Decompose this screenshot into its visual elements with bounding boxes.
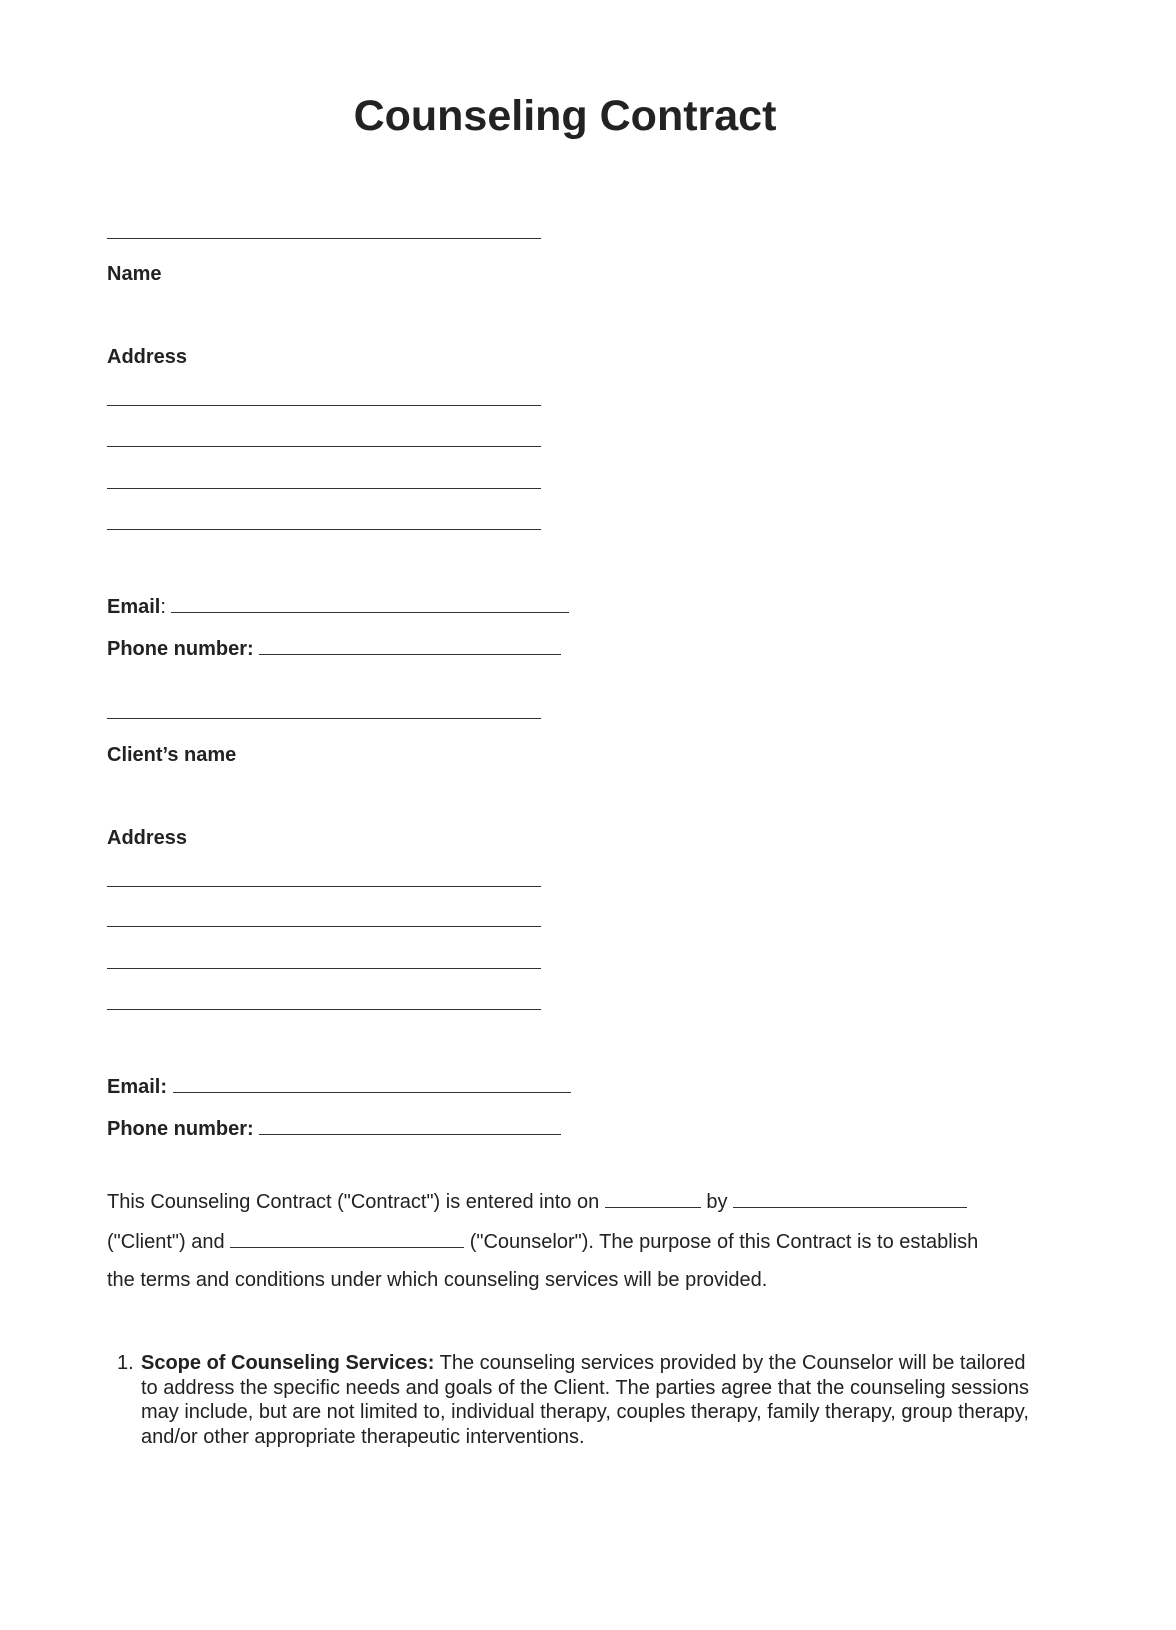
intro-line-1	[107, 1189, 967, 1214]
client-phone-row	[107, 1116, 561, 1141]
client-name-label: Client’s name	[107, 744, 237, 766]
client-address-label: Address	[107, 827, 188, 849]
counselor-name-label: Name	[107, 263, 162, 285]
counselor-address-line-4[interactable]	[107, 529, 541, 530]
page-title: Counseling Contract	[353, 92, 777, 140]
intro-line-3: the terms and conditions under which counseling services will be provided.	[107, 1269, 768, 1291]
list-item-body: The counseling services provided by the Counselor will be tailored to address the specific needs and goals of the Client. The parties agree that the counseling sessions may include, but are not limited to, individual therapy, couples therapy, family therapy, group therapy, and/or other appropriate therapeutic interventions.	[141, 1352, 1029, 1448]
client-email-row	[107, 1074, 571, 1099]
intro-text: This Counseling Contract ("Contract") is entered into on	[107, 1191, 600, 1213]
client-email-label: Email:	[107, 1076, 168, 1098]
client-address-line-1[interactable]	[107, 886, 541, 887]
client-party-field[interactable]	[733, 1189, 967, 1208]
intro-text-client: ("Client") and	[107, 1231, 225, 1253]
list-item-heading: Scope of Counseling Services:	[141, 1352, 435, 1374]
counselor-address-line-3[interactable]	[107, 488, 541, 489]
counselor-phone-label: Phone number:	[107, 638, 254, 660]
counselor-address-label: Address	[107, 346, 188, 368]
intro-line-2	[107, 1229, 978, 1254]
intro-text-by: by	[706, 1191, 728, 1213]
client-address-line-2[interactable]	[107, 926, 541, 927]
client-email-field[interactable]	[173, 1074, 571, 1093]
client-phone-field[interactable]	[259, 1116, 561, 1135]
client-phone-label: Phone number:	[107, 1118, 254, 1140]
counselor-name-field[interactable]	[107, 238, 541, 239]
terms-list-item	[117, 1351, 1037, 1449]
counselor-email-row	[107, 594, 569, 619]
intro-text-counselor: ("Counselor"). The purpose of this Contract is to establish	[469, 1231, 979, 1253]
list-number: 1.	[117, 1352, 134, 1374]
client-name-field[interactable]	[107, 718, 541, 719]
counselor-address-line-2[interactable]	[107, 446, 541, 447]
client-address-line-4[interactable]	[107, 1009, 541, 1010]
counselor-email-field[interactable]	[171, 594, 569, 613]
counselor-phone-row	[107, 636, 561, 661]
client-address-line-3[interactable]	[107, 968, 541, 969]
counselor-party-field[interactable]	[230, 1229, 464, 1248]
counselor-email-label: Email	[107, 596, 161, 618]
contract-date-field[interactable]	[605, 1189, 701, 1208]
counselor-email-colon: :	[160, 596, 166, 618]
counselor-address-line-1[interactable]	[107, 405, 541, 406]
counselor-phone-field[interactable]	[259, 636, 561, 655]
list-item-text	[141, 1351, 1037, 1449]
